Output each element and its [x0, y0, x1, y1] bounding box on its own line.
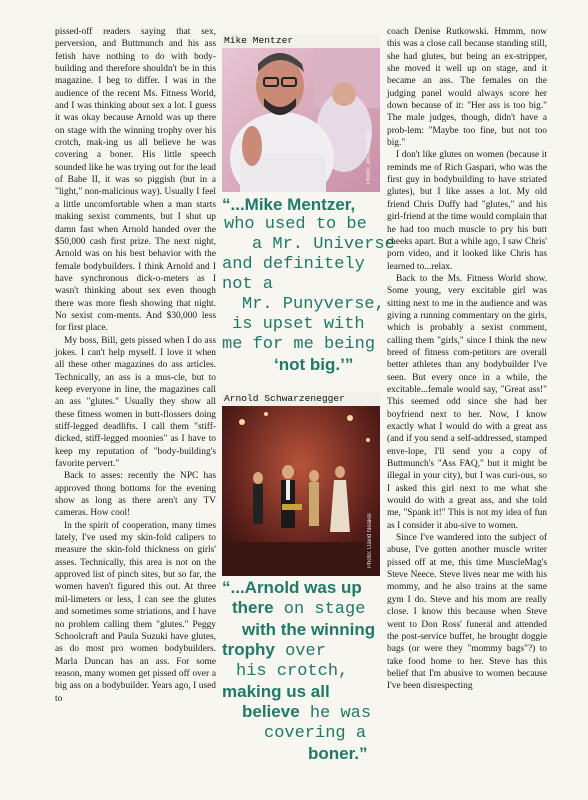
photo-credit: Photo: Jim Amentler	[366, 130, 372, 184]
mike-mentzer-photo	[222, 34, 380, 192]
paragraph: In the spirit of cooperation, many times lately, I've used my skin-fold calipers to measure the skin-fold thickness on girls' asses. Technically, this area is not on the approved list of pinch sites, but so far, the women haven't figured this out. At three mil-limeters or less, I can see the glutes and sometimes some striations, and I have no problem calling them "glutes." Peggy Schoolcraft and Paula Suzuki have glutes, as do most pro women bodybuilders. Marla Duncan has an ass. For some reason, many women get pissed off over a big ass on a bodybuilder. Years ago, I used to	[55, 520, 216, 704]
arnold-schwarzenegger-photo	[222, 392, 380, 576]
paragraph: Back to the Ms. Fitness World show. Some young, very excitable girl was sitting next to me in the audience and was giving a running commentary on the girls, which is probably a sexist comment, calling them "girls," since I think the new breed of fitness com-petitors are overall better athletes than any bodybuilder I've seen. But every once in a while, the excitable...female would say, "Great ass!" This seemed odd since she had her boyfriend next to her. Now, I know exactly what I would do with a great ass (and if you send a self-addressed, stamped enve-lope, I'll send you a copy of Buttmunch's "Ass FAQ," but it might be illegal in your city), but I was curi-ous, so I asked this girl next to me what she would do with a great ass, and she told me, "Spank it!" This is not my idea of fun as I consider it abu-sive to women.	[387, 273, 547, 531]
quote-line: his crotch,	[236, 662, 349, 681]
quote-line: boner.”	[308, 744, 368, 763]
quote-line: me for me being	[222, 335, 376, 354]
paragraph: pissed-off readers saying that sex, perversion, and Buttmunch and his ass fetish have nothing to do with body-building and therefore shouldn't be in this magazine. I beg to differ. I was in the audience of the recent Ms. Fitness World, and I was thinking about sex a lot. I guess it was okay because Arnold was up there on stage with the winning trophy over his crotch, mak-ing us all believe he was covering a boner. His little speech sounded like he was trying out for the lead of Babe II, it was so piggish (but in a "light," non-malicious way). Usually I feel a little uncomfortable when a man starts making sexist comments, but I shut up damn fast when Arnold handed over the $50,000 cash first prize. The next night, Arnold was on his best behavior with the female bodybuilders. I think Arnold and I have synchronous dick-o-meters as I wasn't thinking about sex even though there was more flesh showing that night. No sexist com-ments. And $30,000 less for first place.	[55, 27, 216, 334]
paragraph: I don't like glutes on women (because it reminds me of Rich Gaspari, who was the first guy in bodybuilding to have striated glutes), but I like asses a lot. My old friend Chris Duffy had "glutes," and his girl-friend at the time would complain that he had too much muscle to pry his butt cheeks apart. But a while ago, I saw Chris' porn video, and it looked like Chris has learned to...relax.	[387, 150, 547, 272]
pull-quote-arnold	[222, 578, 382, 764]
quote-line	[222, 598, 382, 620]
right-text-column	[387, 26, 547, 693]
photo-caption: Arnold Schwarzenegger	[222, 392, 380, 406]
quote-line: with the winning	[242, 620, 376, 639]
quote-line: making us all	[222, 682, 330, 701]
quote-word: trophy	[222, 640, 275, 659]
mike-mentzer-image	[222, 34, 380, 192]
quote-word: on stage	[273, 600, 366, 619]
paragraph: Back to asses: recently the NPC has approved thong bottoms for the evening show as long as there aren't any TV cameras. How cool!	[55, 471, 216, 519]
arnold-stage-image	[222, 392, 380, 576]
quote-line: not a	[222, 275, 274, 294]
quote-line: who used to be	[224, 215, 367, 234]
quote-line: ‘not big.’”	[274, 355, 354, 374]
quote-line: covering a	[264, 724, 367, 743]
pull-quote-mentzer	[222, 195, 395, 375]
left-text-column	[55, 26, 216, 705]
quote-line: “...Arnold was up	[222, 578, 362, 597]
quote-word: believe	[242, 702, 300, 721]
quote-line: a Mr. Universe	[252, 235, 395, 254]
quote-line	[222, 702, 382, 724]
quote-line	[222, 640, 382, 662]
quote-word: he was	[299, 704, 372, 723]
quote-word: there	[232, 598, 274, 617]
quote-line: and definitely	[222, 255, 365, 274]
quote-word: over	[274, 642, 326, 661]
quote-line: is upset with	[232, 315, 365, 334]
paragraph: coach Denise Rutkowski. Hmmm, now this was a close call because standing still, she had glutes, but being an ex-stripper, she moved it well up on stage, and it became an ass. The females on the judging panel would always score her down because of it: "Her ass is too big." The male judges, though, didn't have a prob-lem: "Maybe too fine, but not too big."	[387, 27, 547, 149]
quote-line: Mr. Punyverse,	[242, 295, 385, 314]
photo-caption: Mike Mentzer	[222, 34, 380, 48]
paragraph: My boss, Bill, gets pissed when I do ass jokes. I can't help myself. I love it when all these other magazines do ass articles. Technically, an ass is a mus-cle, but to keep everyone in line, the magazines call an ass "glutes." Usually they show all these fitness women in butt-flossers doing stiff-legged deadlifts. I call them "stiff-dicked, stiff-legged moonies" as I have to keep my reputation of "body-building's favorite pervert."	[55, 335, 216, 470]
paragraph: Since I've wandered into the subject of abuse, I've gotten another muscle writer pissed off at me, this time MuscleMag's Steve Neece. Steve lives near me with his mommy, and he also trains at the same gym I do. Steve and his mom are really close. I know this because when Steve went to Don Ross' funeral and attended the post-service buffet, he brought doggie bags (or were they "mommy bags"?) to take food home to her. Steve has this belief that I'm abusive to women because I've been disrespecting	[387, 533, 547, 692]
photo-credit: Photo: David Neakel	[367, 513, 373, 568]
quote-line: “...Mike Mentzer,	[222, 195, 356, 214]
